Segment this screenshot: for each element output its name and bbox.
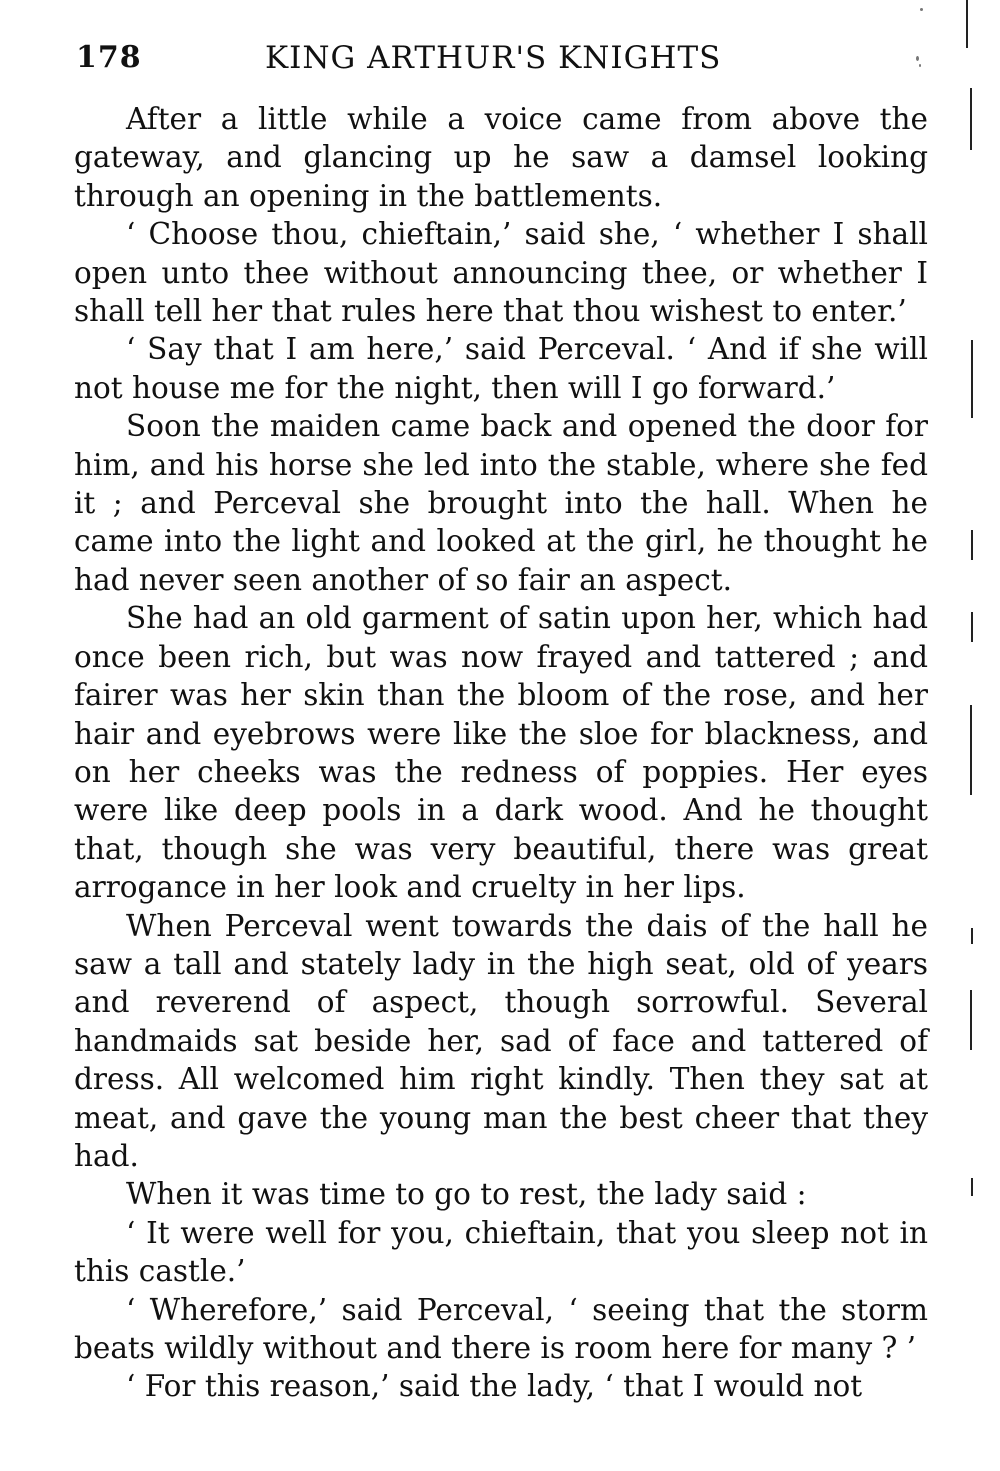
scan-margin-mark xyxy=(971,928,973,944)
paragraph: ‘ For this reason,’ said the lady, ‘ that I would not xyxy=(126,1369,863,1404)
paragraph: She had an old garment of satin upon her, which had once been rich, but was now frayed and tattered ; and fairer was her skin than the bloom of the rose, and her hair and eyebrows were like the sloe for blackness, and on her cheeks was the redness of poppies. Her eyes were like deep pools in a dark wood. And he thought that, though she was very beautiful, there was great arrogance in her look and cruelty in her lips. xyxy=(74,601,928,905)
paragraph: ‘ Wherefore,’ said Perceval, ‘ seeing that the storm beats wildly without and there is room here for many ? ’ xyxy=(74,1292,928,1365)
page-number: 178 xyxy=(76,40,142,75)
paragraph: ‘ Choose thou, chieftain,’ said she, ‘ whether I shall open unto thee without announcing thee, or whether I shall tell her that rules here that thou wishest to enter.’ xyxy=(74,217,928,329)
paragraph: Soon the maiden came back and opened the door for him, and his horse she led into the stable, where she fed it ; and Perceval she brought into the hall. When he came into the light and looked at the girl, he thought he had never seen another of so fair an aspect. xyxy=(74,409,928,597)
scan-margin-mark xyxy=(966,0,968,48)
scan-margin-mark xyxy=(970,88,972,150)
scan-margin-mark xyxy=(970,705,972,795)
body-text xyxy=(74,100,928,1406)
scan-margin-mark xyxy=(971,340,973,418)
scan-margin-mark xyxy=(971,612,973,642)
scan-margin-mark xyxy=(971,1178,973,1196)
scan-margin-mark xyxy=(970,990,972,1050)
paragraph: ‘ Say that I am here,’ said Perceval. ‘ And if she will not house me for the night, then will I go forward.’ xyxy=(74,332,928,405)
scan-speck xyxy=(916,56,919,61)
scan-speck xyxy=(919,64,921,67)
paragraph: When Perceval went towards the dais of the hall he saw a tall and stately lady in the high seat, old of years and reverend of aspect, though sorrowful. Several handmaids sat beside her, sad of face and tattered of dress. All welcomed him right kindly. Then they sat at meat, and gave the young man the best cheer that they had. xyxy=(74,908,928,1173)
paragraph: ‘ It were well for you, chieftain, that you sleep not in this castle.’ xyxy=(74,1215,928,1289)
scan-speck xyxy=(920,8,923,11)
paragraph: After a little while a voice came from above the gateway, and glancing up he saw a damsel looking through an opening in the battlements. xyxy=(74,102,928,213)
paragraph: When it was time to go to rest, the lady said : xyxy=(126,1177,807,1212)
scan-margin-mark xyxy=(971,530,973,560)
running-title: KING ARTHUR'S KNIGHTS xyxy=(265,40,722,76)
